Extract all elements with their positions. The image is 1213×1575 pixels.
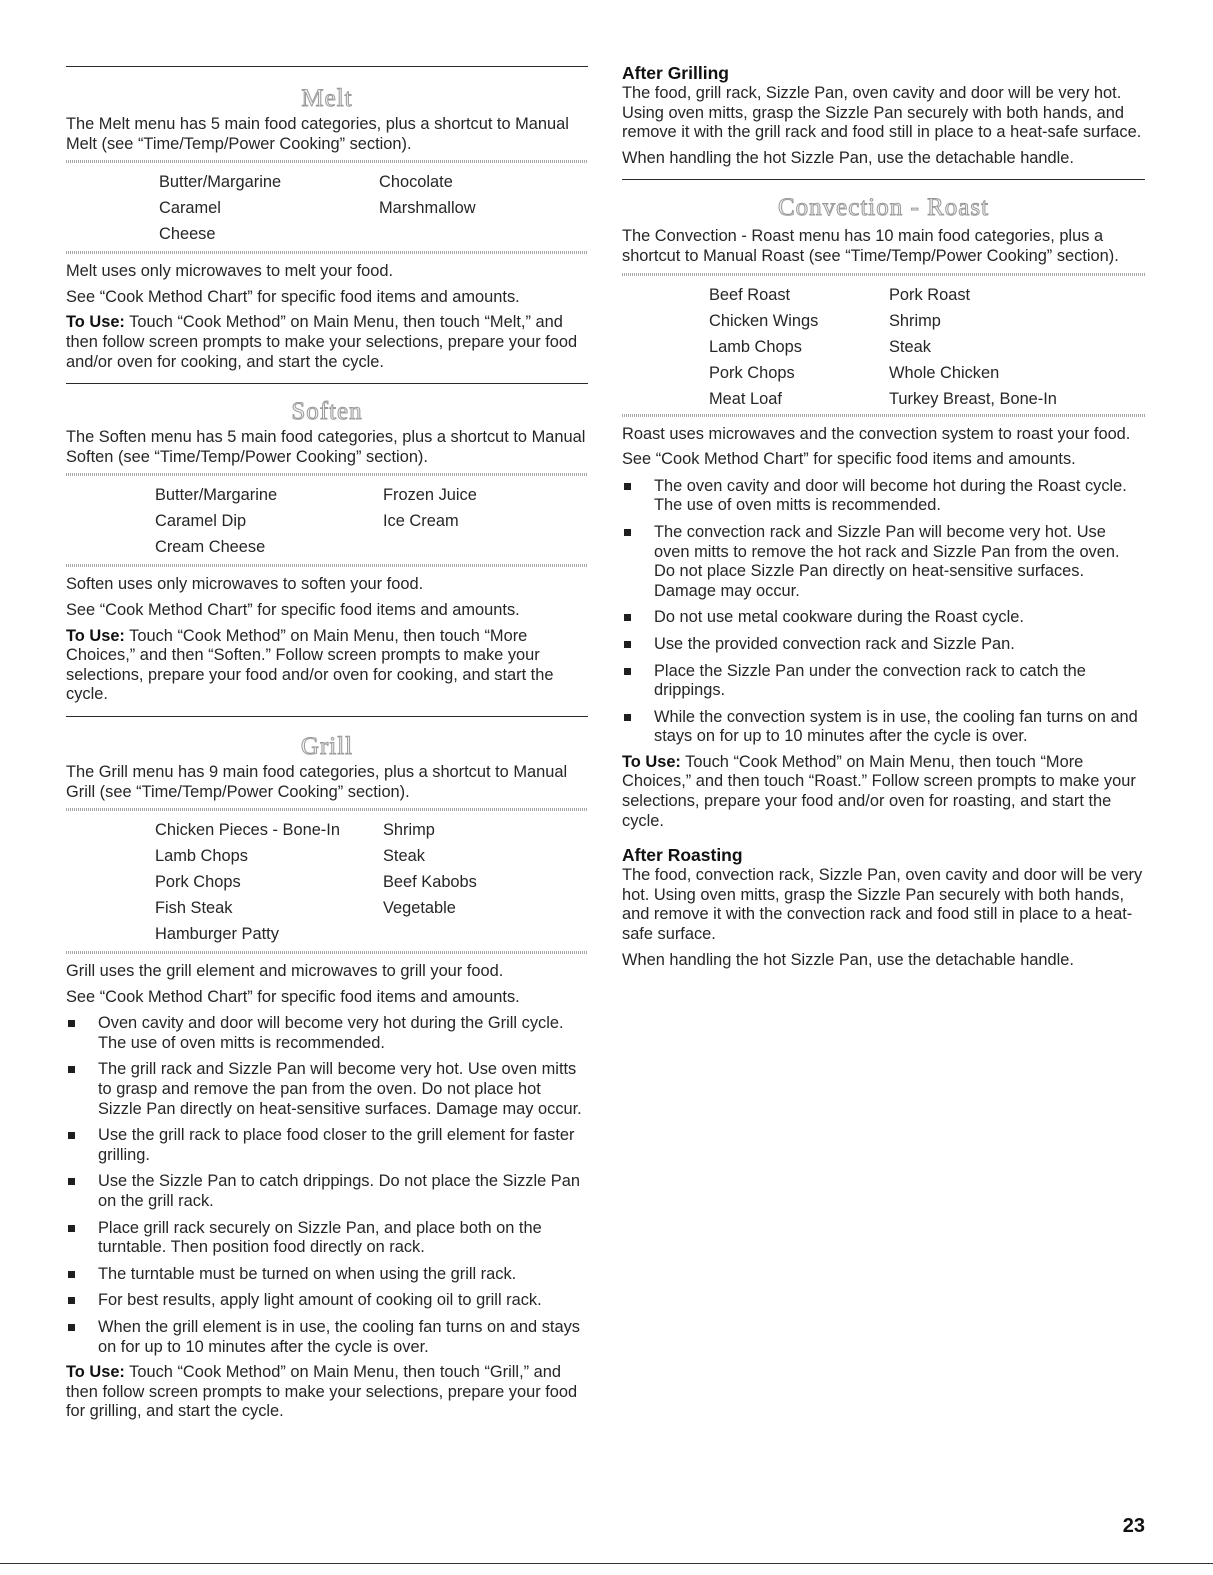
to-use-text: Touch “Cook Method” on Main Menu, then touch “Melt,” and then follow screen prompts to make your selections, prepare your food and/or oven for cooking, and start the cycle. [66, 313, 578, 371]
bullet-item: The grill rack and Sizzle Pan will become very hot. Use oven mitts to grasp and remove the pan from the oven. Do not place hot Sizzle Pan directly on heat-sensitive surfaces. Damage may occur. [66, 1060, 588, 1119]
melt-category-table [66, 169, 588, 247]
category-item: Cheese [159, 225, 216, 244]
category-item: Pork Chops [709, 363, 795, 382]
grill-title: Grill [300, 732, 354, 760]
category-row [66, 817, 588, 843]
convection-roast-title: Convection - Roast [777, 194, 990, 222]
category-row [622, 360, 1145, 386]
category-item: Steak [383, 847, 425, 866]
category-item: Butter/Margarine [155, 486, 278, 505]
convection-roast-intro: The Convection - Roast menu has 10 main food categories, plus a shortcut to Manual Roast (see “Time/Temp/Power Cooking” section). [622, 227, 1119, 265]
convection-roast-chart-reference: See “Cook Method Chart” for specific food items and amounts. [622, 450, 1076, 469]
bullet-item: Use the provided convection rack and Sizzle Pan. [622, 635, 1145, 655]
after-grilling-paragraph: The food, grill rack, Sizzle Pan, oven cavity and door will be very hot. Using oven mitts, grasp the Sizzle Pan securely with both hands, and remove it with the grill rack and food still in place to a heat-safe surface. [622, 84, 1142, 142]
category-item: Caramel Dip [155, 512, 247, 531]
category-row [66, 508, 588, 534]
category-row [66, 534, 588, 560]
bullet-item: For best results, apply light amount of cooking oil to grill rack. [66, 1291, 588, 1311]
category-row [622, 386, 1145, 412]
bullet-item: The oven cavity and door will become hot during the Roast cycle. The use of oven mitts is recommended. [622, 477, 1145, 516]
category-item: Chocolate [379, 173, 453, 192]
melt-chart-reference: See “Cook Method Chart” for specific food items and amounts. [66, 287, 520, 306]
category-item: Hamburger Patty [155, 925, 279, 944]
to-use-label: To Use: [66, 313, 125, 332]
category-item: Pork Roast [889, 285, 971, 304]
dotted-divider [622, 414, 1145, 417]
category-item: Vegetable [383, 899, 456, 918]
soften-title: Soften [291, 398, 363, 426]
after-grilling-handle-note: When handling the hot Sizzle Pan, use the detachable handle. [622, 148, 1074, 167]
category-row [66, 921, 588, 947]
dotted-divider [622, 273, 1145, 276]
category-item: Whole Chicken [889, 363, 1000, 382]
footer-rule [0, 1563, 1213, 1564]
bullet-item: The convection rack and Sizzle Pan will become very hot. Use oven mitts to remove the hot rack and Sizzle Pan from the oven. Do not place Sizzle Pan directly on heat-sensitive surfaces. Damage may occur. [622, 523, 1145, 601]
grill-to-use [66, 1363, 588, 1422]
category-row [66, 221, 588, 247]
dotted-divider [66, 564, 588, 567]
bullet-item: Oven cavity and door will become very hot during the Grill cycle. The use of oven mitts is recommended. [66, 1014, 588, 1053]
category-item: Lamb Chops [155, 847, 248, 866]
grill-category-table [66, 817, 588, 947]
category-item: Frozen Juice [383, 486, 477, 505]
category-row [66, 843, 588, 869]
bullet-item: When the grill element is in use, the cooling fan turns on and stays on for up to 10 minutes after the cycle is over. [66, 1318, 588, 1357]
soften-category-table [66, 482, 588, 560]
soften-to-use [66, 627, 588, 705]
bullet-item: While the convection system is in use, the cooling fan turns on and stays on for up to 10 minutes after the cycle is over. [622, 708, 1145, 747]
dotted-divider [66, 251, 588, 254]
to-use-label: To Use: [66, 626, 125, 645]
category-item: Chicken Pieces - Bone-In [155, 821, 340, 840]
category-item: Fish Steak [155, 899, 233, 918]
category-row [622, 282, 1145, 308]
category-row [66, 895, 588, 921]
section-rule [66, 716, 588, 717]
category-item: Butter/Margarine [159, 173, 282, 192]
page-number: 23 [1122, 1515, 1145, 1537]
category-row [66, 482, 588, 508]
category-row [66, 195, 588, 221]
bullet-item: Do not use metal cookware during the Roast cycle. [622, 608, 1145, 628]
convection-roast-description: Roast uses microwaves and the convection system to roast your food. [622, 424, 1131, 443]
section-rule [622, 179, 1145, 180]
after-roasting-handle-note: When handling the hot Sizzle Pan, use the detachable handle. [622, 950, 1074, 969]
category-item: Pork Chops [155, 873, 241, 892]
convection-roast-bullet-list [622, 477, 1145, 747]
melt-to-use [66, 313, 588, 372]
category-item: Beef Kabobs [383, 873, 477, 892]
category-row [66, 169, 588, 195]
to-use-text: Touch “Cook Method” on Main Menu, then touch “Grill,” and then follow screen prompts to make your selections, prepare your food for grilling, and start the cycle. [66, 1363, 578, 1421]
category-row [622, 308, 1145, 334]
grill-description: Grill uses the grill element and microwaves to grill your food. [66, 962, 504, 981]
dotted-divider [66, 160, 588, 163]
bullet-item: Place the Sizzle Pan under the convection rack to catch the drippings. [622, 662, 1145, 701]
dotted-divider [66, 808, 588, 811]
soften-description: Soften uses only microwaves to soften your food. [66, 575, 424, 594]
melt-description: Melt uses only microwaves to melt your food. [66, 262, 394, 281]
right-column [622, 0, 1145, 970]
category-item: Shrimp [383, 821, 435, 840]
soften-chart-reference: See “Cook Method Chart” for specific food items and amounts. [66, 600, 520, 619]
grill-intro: The Grill menu has 9 main food categories, plus a shortcut to Manual Grill (see “Time/Temp/Power Cooking” section). [66, 762, 568, 801]
soften-intro: The Soften menu has 5 main food categories, plus a shortcut to Manual Soften (see “Time/Temp/Power Cooking” section). [66, 428, 586, 466]
category-item: Caramel [159, 199, 221, 218]
category-item: Shrimp [889, 311, 941, 330]
to-use-label: To Use: [66, 1363, 125, 1382]
category-item: Ice Cream [383, 512, 459, 531]
category-row [622, 334, 1145, 360]
to-use-text: Touch “Cook Method” on Main Menu, then touch “More Choices,” and then “Soften.” Follow screen prompts to make your selections, prepare your food and/or oven for cooking, and start the cycle. [66, 626, 554, 704]
category-item: Cream Cheese [155, 538, 266, 557]
melt-title: Melt [301, 85, 353, 112]
bullet-item: Use the Sizzle Pan to catch drippings. Do not place the Sizzle Pan on the grill rack. [66, 1172, 588, 1211]
to-use-label: To Use: [622, 752, 681, 771]
after-roasting-paragraph: The food, convection rack, Sizzle Pan, oven cavity and door will be very hot. Using oven mitts, grasp the Sizzle Pan securely with both hands, and remove it with the convection rack and food still in place to a heat-safe surface. [622, 866, 1143, 944]
convection-roast-to-use [622, 753, 1145, 831]
convection-roast-category-table [622, 282, 1145, 412]
grill-chart-reference: See “Cook Method Chart” for specific food items and amounts. [66, 987, 520, 1006]
after-roasting-heading: After Roasting [622, 845, 743, 866]
category-item: Steak [889, 337, 931, 356]
bullet-item: Place grill rack securely on Sizzle Pan, and place both on the turntable. Then position food directly on rack. [66, 1219, 588, 1258]
after-grilling-heading: After Grilling [622, 63, 729, 83]
category-item: Chicken Wings [709, 311, 819, 330]
grill-bullet-list [66, 1014, 588, 1357]
dotted-divider [66, 951, 588, 954]
to-use-text: Touch “Cook Method” on Main Menu, then touch “More Choices,” and then touch “Roast.” Follow screen prompts to make your selections, prepare your food and/or oven for roasting, and start the cycle. [622, 752, 1136, 830]
section-rule [66, 383, 588, 384]
dotted-divider [66, 473, 588, 476]
category-item: Turkey Breast, Bone-In [889, 389, 1057, 408]
bullet-item: Use the grill rack to place food closer to the grill element for faster grilling. [66, 1126, 588, 1165]
category-item: Lamb Chops [709, 337, 802, 356]
melt-intro: The Melt menu has 5 main food categories, plus a shortcut to Manual Melt (see “Time/Temp/Power Cooking” section). [66, 115, 569, 153]
left-column [66, 0, 588, 1422]
category-row [66, 869, 588, 895]
category-item: Beef Roast [709, 285, 791, 304]
section-rule [66, 66, 588, 67]
category-item: Meat Loaf [709, 389, 782, 408]
category-item: Marshmallow [379, 199, 476, 218]
bullet-item: The turntable must be turned on when using the grill rack. [66, 1265, 588, 1285]
